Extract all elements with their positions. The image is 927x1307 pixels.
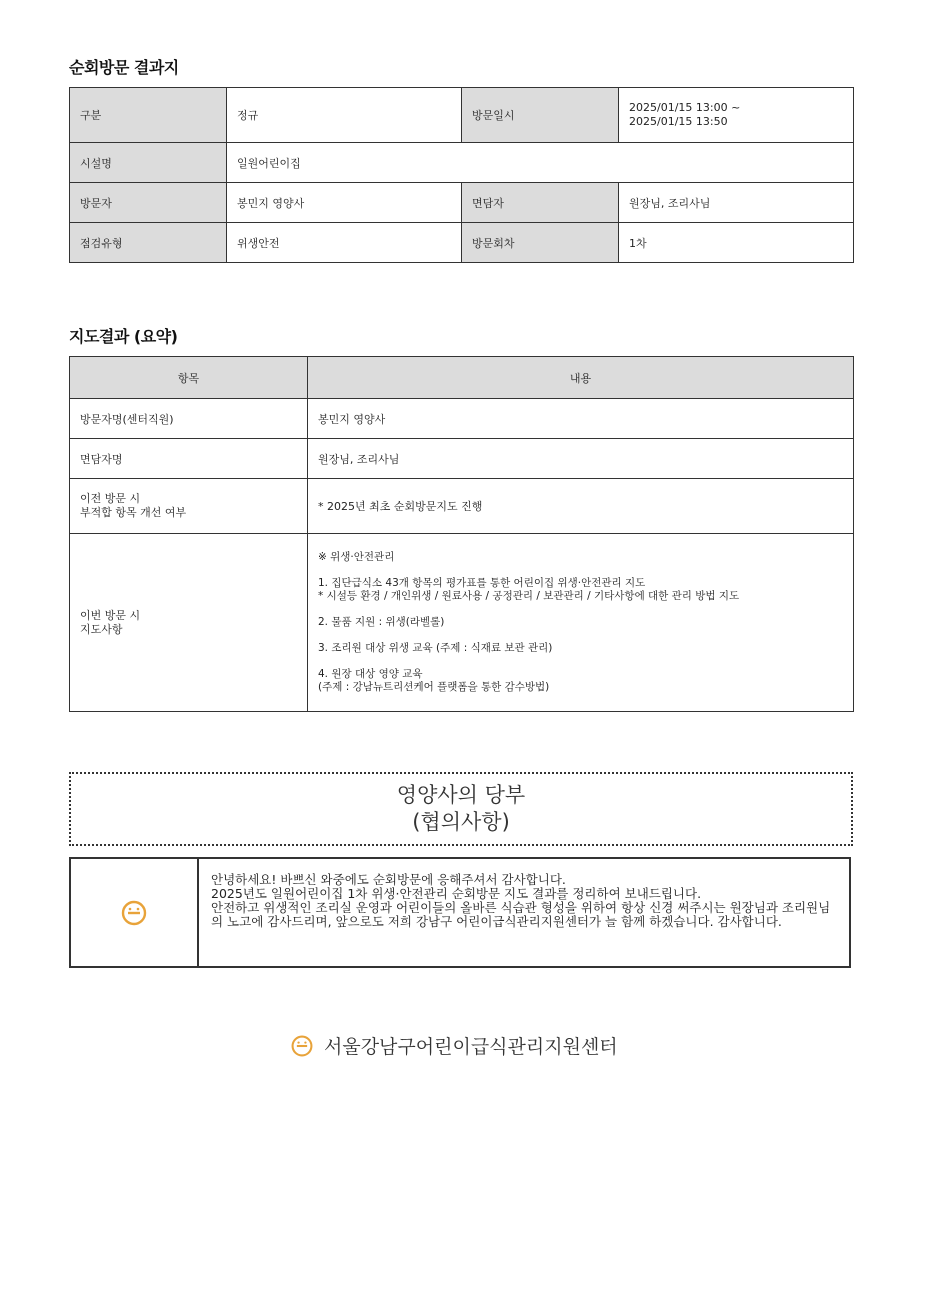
table-row <box>70 439 854 479</box>
table-row <box>70 143 854 183</box>
footer-organization <box>290 1032 618 1059</box>
row-content: 원장님, 조리사님 <box>308 439 854 479</box>
value-interviewee: 원장님, 조리사님 <box>619 183 854 223</box>
greeting-message: 안녕하세요! 바쁘신 와중에도 순회방문에 응해주셔서 감사합니다. 2025년도 일원어린이집 1차 위생·안전관리 순회방문 지도 결과를 정리하여 보내드립니다. 안전하고 위생적인 조리실 운영과 어린이들의 올바른 식습관 형성을 위하여 항상 신경 써주시는 원장님과 조리원님의 노고에 감사드리며, 앞으로도 저희 강남구 어린이급식관리지원센터가 늘 함께 하겠습니다. 감사합니다. <box>211 872 831 929</box>
value-visitor: 봉민지 영양사 <box>227 183 462 223</box>
table-row <box>70 183 854 223</box>
table-row <box>70 223 854 263</box>
notice-title-line2: (협의사항) <box>412 810 510 834</box>
value-inspection-type: 위생안전 <box>227 223 462 263</box>
guidance-summary-table <box>69 356 854 712</box>
header-item: 항목 <box>70 357 308 399</box>
table-row <box>70 534 854 712</box>
value-facility: 일원어린이집 <box>227 143 854 183</box>
row-item: 면담자명 <box>70 439 308 479</box>
row-item: 이번 방문 시 지도사항 <box>70 534 308 712</box>
value-visit-round: 1차 <box>619 223 854 263</box>
label-visit-round: 방문회차 <box>462 223 619 263</box>
table-row <box>70 479 854 534</box>
notice-title-line1: 영양사의 당부 <box>396 783 526 807</box>
value-visit-datetime: 2025/01/15 13:00 ~ 2025/01/15 13:50 <box>619 88 854 143</box>
row-content: 봉민지 영양사 <box>308 399 854 439</box>
row-item: 이전 방문 시 부적합 항목 개선 여부 <box>70 479 308 534</box>
center-logo-icon <box>290 1034 314 1058</box>
row-item: 방문자명(센터직원) <box>70 399 308 439</box>
row-content: ※ 위생·안전관리 1. 집단급식소 43개 항목의 평가표를 통한 어린이집 위생·안전관리 지도 * 시설등 환경 / 개인위생 / 원료사용 / 공정관리 / 보관관리 / 기타사항에 대한 관리 방법 지도 2. 물품 지원 : 위생(라벨롤) 3. 조리원 대상 위생 교육 (주제 : 식재료 보관 관리) 4. 원장 대상 영양 교육 (주제 : 강남뉴트리션케어 플랫폼을 통한 감수방법) <box>308 534 854 712</box>
table-row <box>70 88 854 143</box>
table-header-row <box>70 357 854 399</box>
label-facility: 시설명 <box>70 143 227 183</box>
value-category: 정규 <box>227 88 462 143</box>
header-content: 내용 <box>308 357 854 399</box>
label-visitor: 방문자 <box>70 183 227 223</box>
label-interviewee: 면담자 <box>462 183 619 223</box>
greeting-logo-cell <box>71 859 199 966</box>
guidance-summary-title: 지도결과 (요약) <box>69 327 178 346</box>
result-sheet-title: 순회방문 결과지 <box>69 58 179 77</box>
visit-info-table <box>69 87 854 263</box>
organization-name: 서울강남구어린이급식관리지원센터 <box>324 1036 618 1058</box>
dietitian-notice-heading <box>69 772 853 846</box>
center-logo-icon <box>120 899 148 927</box>
row-content: * 2025년 최초 순회방문지도 진행 <box>308 479 854 534</box>
label-visit-datetime: 방문일시 <box>462 88 619 143</box>
table-row <box>70 399 854 439</box>
label-category: 구분 <box>70 88 227 143</box>
label-inspection-type: 점검유형 <box>70 223 227 263</box>
greeting-box <box>69 857 851 968</box>
